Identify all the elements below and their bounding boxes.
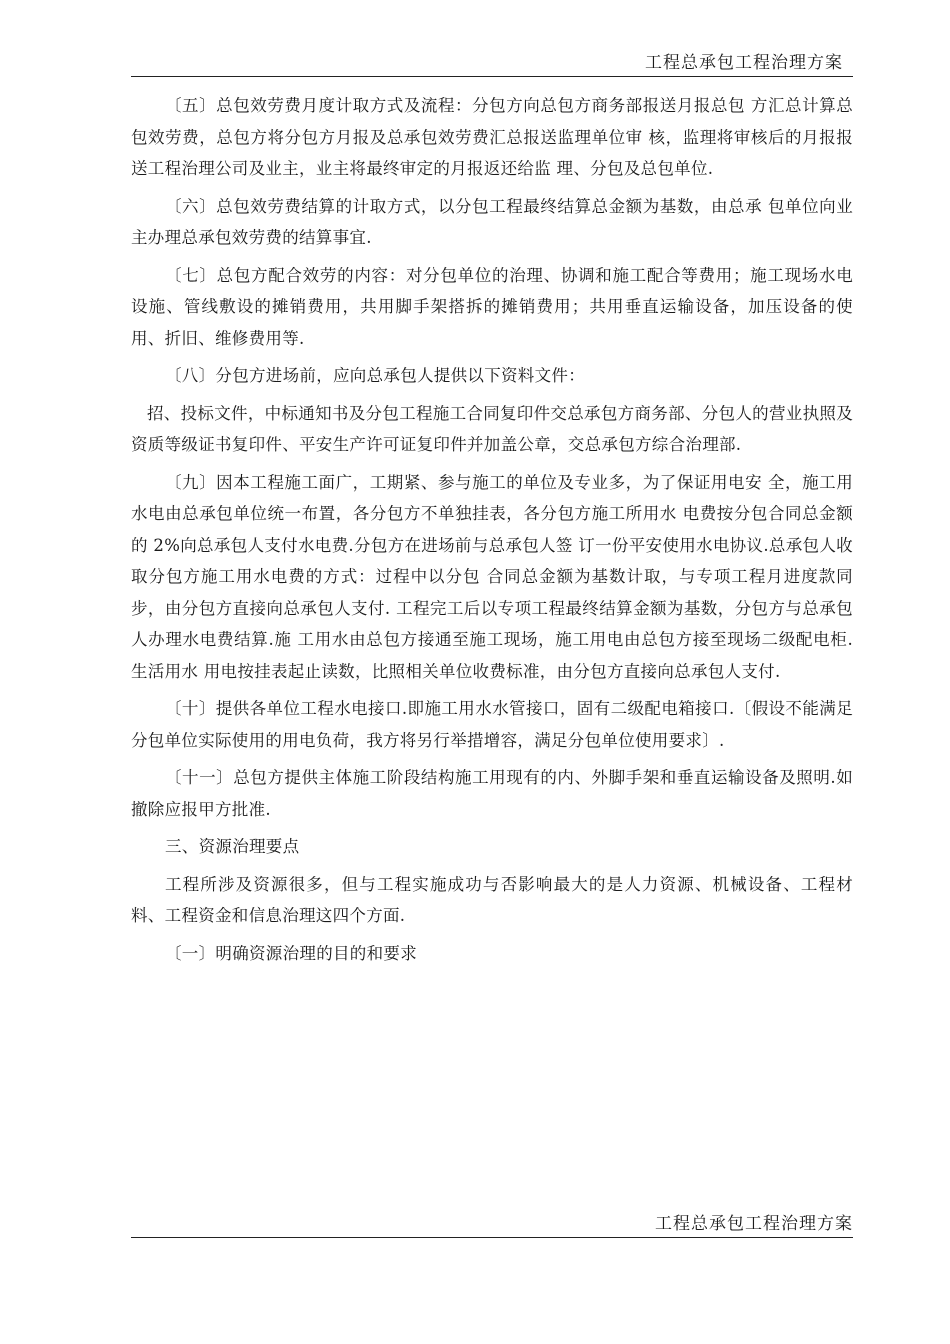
paragraph: 〔十〕提供各单位工程水电接口.即施工用水水管接口，固有二级配电箱接口.〔假设不能满足分包单位实际使用的用电负荷，我方将另行举措增容，满足分包单位使用要求〕. (131, 699, 853, 750)
paragraph: 〔九〕因本工程施工面广，工期紧、参与施工的单位及专业多，为了保证用电安 全，施工用水电由总承包单位统一布置，各分包方不单独挂表，各分包方施工所用水 电费按分包合同总金额的 2%向总承包人支付水电费.分包方在进场前与总承包人签 订一份平安使用水电协议.总承包人收取分包方施工用水电费的方式：过程中以分包 合同总金额为基数计取，与专项工程月进度款同步，由分包方直接向总承包人支付. 工程完工后以专项工程最终结算金额为基数，分包方与总承包人办理水电费结算.施 工用水由总包方接通至施工现场，施工用电由总包方接至现场二级配电柜.生活用水 用电按挂表起止读数，比照相关单位收费标准，由分包方直接向总承包人支付. (131, 472, 853, 681)
paragraph: 〔十一〕总包方提供主体施工阶段结构施工用现有的内、外脚手架和垂直运输设备及照明.如撤除应报甲方批准. (131, 768, 853, 819)
page-header (131, 44, 853, 77)
section-heading: 三、资源治理要点 (165, 837, 300, 856)
header-title: 工程总承包工程治理方案 (645, 53, 843, 73)
paragraph: 工程所涉及资源很多，但与工程实施成功与否影响最大的是人力资源、机械设备、工程材料、工程资金和信息治理这四个方面. (131, 874, 853, 925)
paragraph: 〔六〕总包效劳费结算的计取方式，以分包工程最终结算总金额为基数，由总承 包单位向业主办理总承包效劳费的结算事宜. (131, 196, 853, 247)
document-body (131, 90, 853, 975)
page-footer (131, 1205, 853, 1238)
paragraph: 〔五〕总包效劳费月度计取方式及流程：分包方向总包方商务部报送月报总包 方汇总计算总包效劳费，总包方将分包方月报及总承包效劳费汇总报送监理单位审 核，监理将审核后的月报报送工程治理公司及业主，业主将最终审定的月报返还给监 理、分包及总包单位. (131, 96, 853, 178)
subsection-heading: 〔一〕明确资源治理的目的和要求 (165, 943, 417, 963)
paragraph: 〔八〕分包方进场前，应向总承包人提供以下资料文件： (165, 366, 585, 385)
paragraph: 招、投标文件，中标通知书及分包工程施工合同复印件交总承包方商务部、分包人的营业执照及资质等级证书复印件、平安生产许可证复印件并加盖公章，交总承包方综合治理部. (131, 403, 853, 454)
footer-title: 工程总承包工程治理方案 (655, 1214, 853, 1234)
paragraph: 〔七〕总包方配合效劳的内容：对分包单位的治理、协调和施工配合等费用；施工现场水电设施、管线敷设的摊销费用，共用脚手架搭拆的摊销费用；共用垂直运输设备，加压设备的使用、折旧、维修费用等. (131, 265, 853, 348)
